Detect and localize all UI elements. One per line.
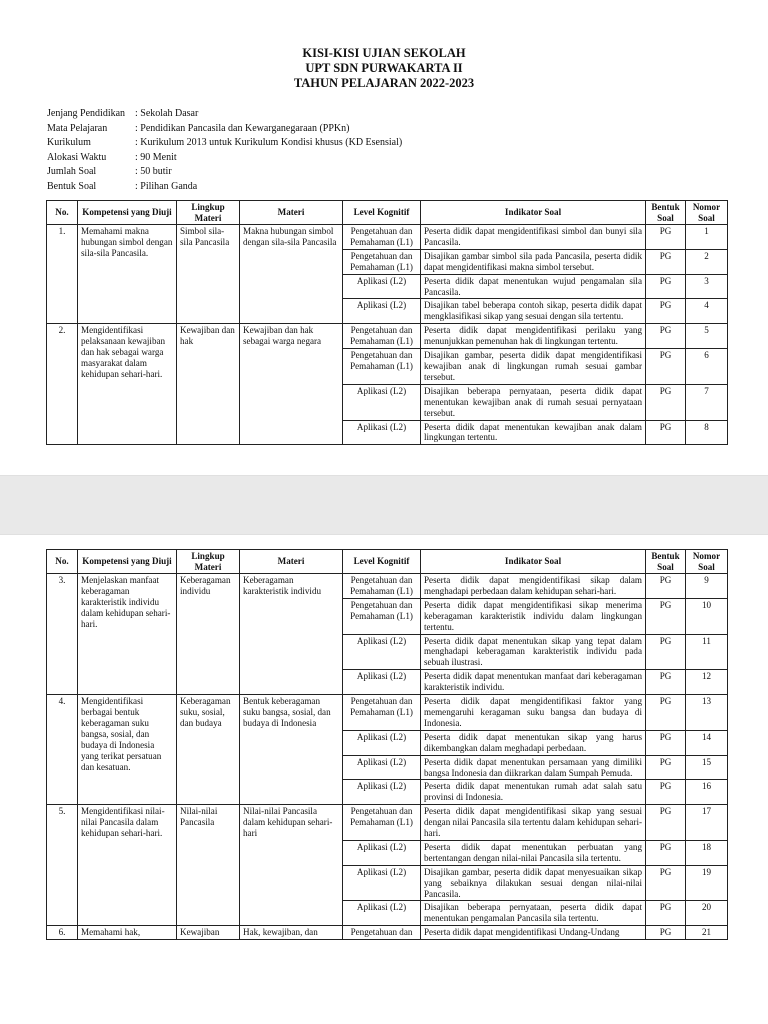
info-row — [47, 107, 402, 122]
indikator-soal-cell: Disajikan beberapa pernyataan, peserta didik dapat menentukan kewajiban anak di rumah sesuai pernyataan tersebut. — [421, 384, 646, 420]
bentuk-soal-cell: PG — [646, 730, 686, 755]
level-kognitif-cell: Pengetahuan dan Pemahaman (L1) — [343, 695, 421, 731]
info-label: Bentuk Soal — [47, 180, 97, 192]
nomor-soal-cell: 19 — [686, 865, 728, 901]
indikator-soal-cell: Peserta didik dapat menentukan wujud pengamalan sila Pancasila. — [421, 274, 646, 299]
lingkup-materi-cell: Kewajiban — [177, 926, 240, 940]
indikator-soal-cell: Peserta didik dapat mengidentifikasi sikap dalam menghadapi perbedaan dalam kehidupan sehari-hari. — [421, 574, 646, 599]
doc-title-line-1: KISI-KISI UJIAN SEKOLAH — [302, 46, 466, 60]
row-number: 5. — [47, 805, 78, 926]
info-value: : Pendidikan Pancasila dan Kewarganegaraan (PPKn) — [135, 122, 350, 134]
level-kognitif-cell: Pengetahuan dan — [343, 926, 421, 940]
level-kognitif-cell: Aplikasi (L2) — [343, 840, 421, 865]
kompetensi-cell: Mengidentifikasi nilai-nilai Pancasila dalam kehidupan sehari-hari. — [78, 805, 177, 926]
materi-cell: Kewajiban dan hak sebagai warga negara — [240, 324, 343, 445]
kompetensi-cell: Menjelaskan manfaat keberagaman karakteristik individu dalam kehidupan sehari-hari. — [78, 574, 177, 695]
lingkup-materi-cell: Keberagaman suku, sosial, dan budaya — [177, 695, 240, 805]
row-number: 1. — [47, 225, 78, 324]
lingkup-materi-cell: Nilai-nilai Pancasila — [177, 805, 240, 926]
column-header: Nomor Soal — [686, 550, 728, 574]
bentuk-soal-cell: PG — [646, 755, 686, 780]
column-header: Kompetensi yang Diuji — [78, 550, 177, 574]
nomor-soal-cell: 3 — [686, 274, 728, 299]
info-label: Jenjang Pendidikan — [47, 108, 126, 119]
info-label: Alokasi Waktu — [47, 151, 107, 163]
bentuk-soal-cell: PG — [646, 780, 686, 805]
indikator-soal-cell: Peserta didik dapat mengidentifikasi Undang-Undang — [421, 926, 646, 940]
bentuk-soal-cell: PG — [646, 420, 686, 445]
doc-title-line-2: UPT SDN PURWAKARTA II — [305, 61, 463, 75]
kisi-kisi-table-2 — [46, 549, 728, 940]
document-info-block — [47, 107, 402, 195]
table-row — [47, 574, 728, 599]
bentuk-soal-cell: PG — [646, 225, 686, 250]
info-row — [47, 136, 402, 151]
info-label: Mata Pelajaran — [47, 122, 108, 134]
column-header: Level Kognitif — [343, 201, 421, 225]
bentuk-soal-cell: PG — [646, 901, 686, 926]
level-kognitif-cell: Pengetahuan dan Pemahaman (L1) — [343, 349, 421, 385]
indikator-soal-cell: Peserta didik dapat mengidentifikasi simbol dan bunyi sila Pancasila. — [421, 225, 646, 250]
nomor-soal-cell: 10 — [686, 598, 728, 634]
column-header: Materi — [240, 550, 343, 574]
indikator-soal-cell: Peserta didik dapat menentukan sikap yang tepat dalam menghadapi keberagaman karakteristik individu pada sebuah ilustrasi. — [421, 634, 646, 670]
column-header: Lingkup Materi — [177, 550, 240, 574]
level-kognitif-cell: Aplikasi (L2) — [343, 634, 421, 670]
indikator-soal-cell: Peserta didik dapat mengidentifikasi faktor yang memengaruhi keragaman suku bangsa dan budaya di Indonesia. — [421, 695, 646, 731]
materi-cell: Hak, kewajiban, dan — [240, 926, 343, 940]
bentuk-soal-cell: PG — [646, 670, 686, 695]
info-row — [47, 180, 402, 195]
level-kognitif-cell: Aplikasi (L2) — [343, 755, 421, 780]
indikator-soal-cell: Disajikan gambar, peserta didik dapat menyesuaikan sikap yang sebaiknya dilakukan sesuai dengan nilai-nilai Pancasila. — [421, 865, 646, 901]
nomor-soal-cell: 18 — [686, 840, 728, 865]
level-kognitif-cell: Pengetahuan dan Pemahaman (L1) — [343, 598, 421, 634]
lingkup-materi-cell: Keberagaman individu — [177, 574, 240, 695]
bentuk-soal-cell: PG — [646, 634, 686, 670]
column-header: Materi — [240, 201, 343, 225]
level-kognitif-cell: Aplikasi (L2) — [343, 780, 421, 805]
level-kognitif-cell: Aplikasi (L2) — [343, 865, 421, 901]
column-header: No. — [47, 201, 78, 225]
table-header-row — [47, 550, 728, 574]
nomor-soal-cell: 1 — [686, 225, 728, 250]
table-header-row — [47, 201, 728, 225]
column-header: Indikator Soal — [421, 550, 646, 574]
materi-cell: Bentuk keberagaman suku bangsa, sosial, dan budaya di Indonesia — [240, 695, 343, 805]
column-header: Nomor Soal — [686, 201, 728, 225]
kompetensi-cell: Memahami hak, — [78, 926, 177, 940]
lingkup-materi-cell: Simbol sila-sila Pancasila — [177, 225, 240, 324]
bentuk-soal-cell: PG — [646, 926, 686, 940]
row-number: 4. — [47, 695, 78, 805]
column-header: Bentuk Soal — [646, 201, 686, 225]
bentuk-soal-cell: PG — [646, 805, 686, 841]
materi-cell: Keberagaman karakteristik individu — [240, 574, 343, 695]
table-row — [47, 805, 728, 841]
info-value: : Kurikulum 2013 untuk Kurikulum Kondisi khusus (KD Esensial) — [135, 137, 403, 149]
kompetensi-cell: Mengidentifikasi pelaksanaan kewajiban dan hak sebagai warga masyarakat dalam kehidupan sehari-hari. — [78, 324, 177, 445]
column-header: Level Kognitif — [343, 550, 421, 574]
column-header: Lingkup Materi — [177, 201, 240, 225]
info-value: : 50 butir — [135, 166, 172, 178]
bentuk-soal-cell: PG — [646, 249, 686, 274]
info-value: : 90 Menit — [135, 151, 177, 163]
kompetensi-cell: Memahami makna hubungan simbol dengan sila-sila Pancasila. — [78, 225, 177, 324]
nomor-soal-cell: 11 — [686, 634, 728, 670]
level-kognitif-cell: Aplikasi (L2) — [343, 901, 421, 926]
indikator-soal-cell: Peserta didik dapat mengidentifikasi perilaku yang menunjukkan pemenuhan hak di lingkungan tertentu. — [421, 324, 646, 349]
bentuk-soal-cell: PG — [646, 865, 686, 901]
bentuk-soal-cell: PG — [646, 574, 686, 599]
nomor-soal-cell: 5 — [686, 324, 728, 349]
bentuk-soal-cell: PG — [646, 695, 686, 731]
nomor-soal-cell: 2 — [686, 249, 728, 274]
table-row — [47, 926, 728, 940]
info-label: Jumlah Soal — [47, 166, 97, 178]
table-row — [47, 695, 728, 731]
level-kognitif-cell: Pengetahuan dan Pemahaman (L1) — [343, 324, 421, 349]
indikator-soal-cell: Peserta didik dapat menentukan persamaan yang dimiliki bangsa Indonesia dan diikrarkan dalam Sumpah Pemuda. — [421, 755, 646, 780]
kisi-kisi-table-1 — [46, 200, 728, 445]
indikator-soal-cell: Disajikan beberapa pernyataan, peserta didik dapat menentukan pengamalan Pancasila sila tertentu. — [421, 901, 646, 926]
nomor-soal-cell: 15 — [686, 755, 728, 780]
info-value: : Pilihan Ganda — [135, 180, 198, 192]
nomor-soal-cell: 13 — [686, 695, 728, 731]
indikator-soal-cell: Disajikan tabel beberapa contoh sikap, peserta didik dapat mengklasifikasi sikap yang sesuai dengan sila tertentu. — [421, 299, 646, 324]
row-number: 2. — [47, 324, 78, 445]
indikator-soal-cell: Peserta didik dapat menentukan perbuatan yang bertentangan dengan nilai-nilai Pancasila sila tertentu. — [421, 840, 646, 865]
materi-cell: Nilai-nilai Pancasila dalam kehidupan sehari-hari — [240, 805, 343, 926]
row-number: 6. — [47, 926, 78, 940]
nomor-soal-cell: 7 — [686, 384, 728, 420]
row-number: 3. — [47, 574, 78, 695]
info-row — [47, 165, 402, 180]
level-kognitif-cell: Aplikasi (L2) — [343, 420, 421, 445]
nomor-soal-cell: 6 — [686, 349, 728, 385]
nomor-soal-cell: 16 — [686, 780, 728, 805]
column-header: No. — [47, 550, 78, 574]
nomor-soal-cell: 9 — [686, 574, 728, 599]
level-kognitif-cell: Aplikasi (L2) — [343, 299, 421, 324]
column-header: Indikator Soal — [421, 201, 646, 225]
bentuk-soal-cell: PG — [646, 840, 686, 865]
document-page-1 — [0, 0, 768, 475]
indikator-soal-cell: Peserta didik dapat mengidentifikasi sikap yang sesuai dengan nilai Pancasila sila tertentu dalam kehidupan sehari-hari. — [421, 805, 646, 841]
info-row — [47, 151, 402, 166]
nomor-soal-cell: 12 — [686, 670, 728, 695]
indikator-soal-cell: Peserta didik dapat menentukan rumah adat salah satu provinsi di Indonesia. — [421, 780, 646, 805]
indikator-soal-cell: Peserta didik dapat menentukan manfaat dari keberagaman karakteristik individu. — [421, 670, 646, 695]
level-kognitif-cell: Aplikasi (L2) — [343, 730, 421, 755]
info-row — [47, 122, 402, 137]
nomor-soal-cell: 14 — [686, 730, 728, 755]
indikator-soal-cell: Disajikan gambar simbol sila pada Pancasila, peserta didik dapat mengidentifikasi makna simbol tersebut. — [421, 249, 646, 274]
bentuk-soal-cell: PG — [646, 324, 686, 349]
lingkup-materi-cell: Kewajiban dan hak — [177, 324, 240, 445]
bentuk-soal-cell: PG — [646, 384, 686, 420]
level-kognitif-cell: Pengetahuan dan Pemahaman (L1) — [343, 574, 421, 599]
materi-cell: Makna hubungan simbol dengan sila-sila Pancasila — [240, 225, 343, 324]
level-kognitif-cell: Pengetahuan dan Pemahaman (L1) — [343, 249, 421, 274]
kompetensi-cell: Mengidentifikasi berbagai bentuk keberagaman suku bangsa, sosial, dan budaya di Indonesia yang terikat persatuan dan kesatuan. — [78, 695, 177, 805]
column-header: Bentuk Soal — [646, 550, 686, 574]
column-header: Kompetensi yang Diuji — [78, 201, 177, 225]
table-row — [47, 225, 728, 250]
indikator-soal-cell: Peserta didik dapat menentukan sikap yang harus dikembangkan dalam meghadapi perbedaan. — [421, 730, 646, 755]
nomor-soal-cell: 8 — [686, 420, 728, 445]
indikator-soal-cell: Peserta didik dapat mengidentifikasi sikap menerima keberagaman karakteristik individu dalam lingkungan tertentu. — [421, 598, 646, 634]
indikator-soal-cell: Peserta didik dapat menentukan kewajiban anak dalam lingkungan tertentu. — [421, 420, 646, 445]
bentuk-soal-cell: PG — [646, 349, 686, 385]
bentuk-soal-cell: PG — [646, 299, 686, 324]
nomor-soal-cell: 4 — [686, 299, 728, 324]
level-kognitif-cell: Aplikasi (L2) — [343, 384, 421, 420]
nomor-soal-cell: 17 — [686, 805, 728, 841]
level-kognitif-cell: Aplikasi (L2) — [343, 274, 421, 299]
level-kognitif-cell: Pengetahuan dan Pemahaman (L1) — [343, 805, 421, 841]
bentuk-soal-cell: PG — [646, 274, 686, 299]
info-label: Kurikulum — [47, 137, 91, 149]
nomor-soal-cell: 21 — [686, 926, 728, 940]
nomor-soal-cell: 20 — [686, 901, 728, 926]
level-kognitif-cell: Pengetahuan dan Pemahaman (L1) — [343, 225, 421, 250]
doc-title-line-3: TAHUN PELAJARAN 2022-2023 — [293, 76, 475, 90]
table-row — [47, 324, 728, 349]
bentuk-soal-cell: PG — [646, 598, 686, 634]
info-value: : Sekolah Dasar — [135, 108, 199, 119]
indikator-soal-cell: Disajikan gambar, peserta didik dapat mengidentifikasi kewajiban anak di lingkungan rumah sesuai gambar tersebut. — [421, 349, 646, 385]
level-kognitif-cell: Aplikasi (L2) — [343, 670, 421, 695]
